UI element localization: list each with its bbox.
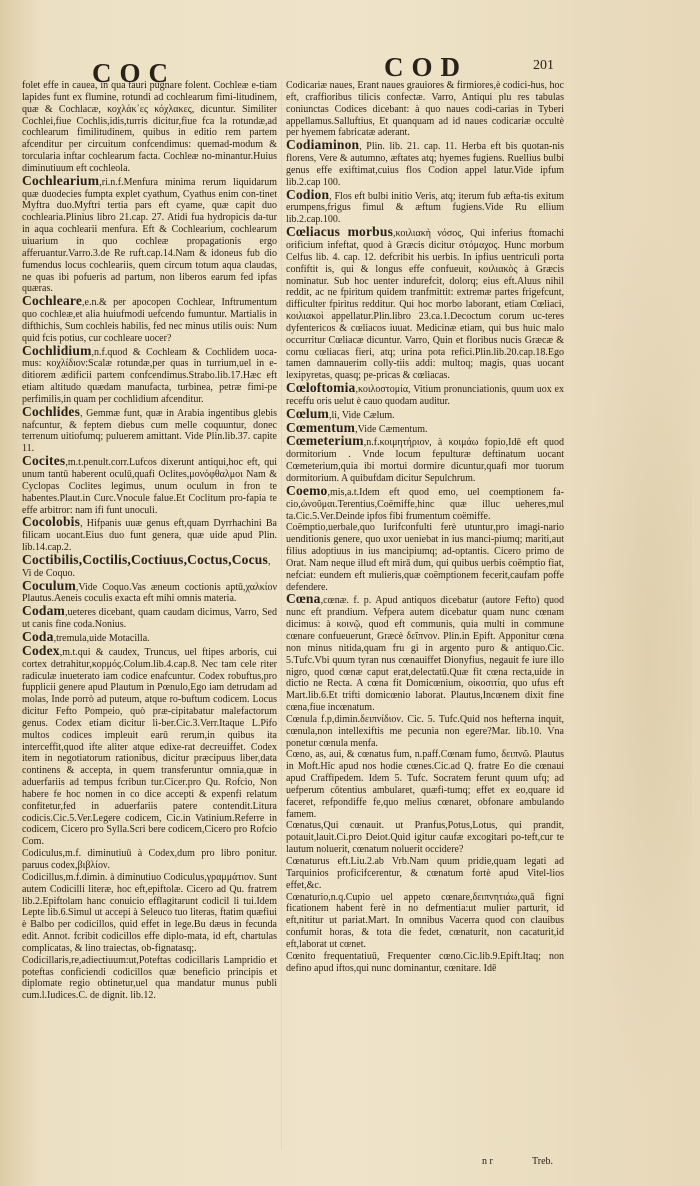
entry-headword: Codion <box>286 186 330 202</box>
entry-headword: Cochlides <box>22 403 81 419</box>
entry-text: , Vi de Coquo. <box>22 555 271 579</box>
dictionary-entry <box>22 848 277 872</box>
entry-text: folet effe in cauea, in qua tauri pugnare folent. Cochleæ e-tiam lapides funt ex flumine, rotundi ad cochlearum fimi-litudinem, quæ & Cochlacæ, κοχλάκ᾽ες κόχλακες, dicuntur. Similiter Cochlei,fiue Cochlis,idis,turris dicitur,fiue fca la rotundæ,ad cochlearum fimilitudinem, quibus in editio rem partem afcenditur per circuitum confcendimus: quemad-modum & torcularia inftar cochlearum facta. Cochleæ no-minantur.Huius diminutiuum eft cochleola. <box>22 80 277 174</box>
entry-text: ,Vide Coquo.Vas æneum coctionis aptū,χαλκίον Plautus.Aeneis coculis exacta eft mihi omnis materia. <box>22 581 277 605</box>
entry-headword: Cochlearium <box>22 172 100 188</box>
column-gutter <box>281 80 282 1150</box>
entry-headword: Coda <box>22 628 54 644</box>
catchword: Treb. <box>532 1156 554 1167</box>
guideword-right: COD <box>384 52 468 82</box>
entry-headword: Coemo <box>286 482 328 498</box>
entry-text: ,n.f.quod & Cochleam & Cochlidem uoca-mus: κοχλίδιον:Scalæ rotundæ,per quas in turrium,uel in e-ditiorem ædificii partem confcendimus.Strabo.lib.17.Hæc eft etiam altitudo quædam manufacta, turbinea, petræ fimi-pe perfimilis,in quam per cochlidium afcenditur. <box>22 346 277 405</box>
dictionary-entry <box>286 892 564 951</box>
entry-text: ,κοιλοστομία, Vitium pronunciationis, quum uox ex receffu oris uelut è cauo quodam auditur. <box>286 384 564 407</box>
entry-text: ,m.t.penult.corr.Lufcos dixerunt antiqui,hoc eft, qui unum tantū haberent oculū,quafi Oclites,μονόφθαλμοι Nam & Cyclopas Coclites legimus, unum oculum in fron te habentes.Plaut.in Curc.Vnocule falue.Et Coclitum pro-fapia te effe arbitror: nam ifi funt unoculi. <box>22 457 277 516</box>
entry-text: Codicariæ naues, Erant naues grauiores & firmiores,è codici-hus, hoc eft, craffioribus tilicis confectæ. Varro, Antiqui plu res tabulas coniunctas Codices dicebant: à quo naues codi-carias in Tyberi appellamus.Salluftius, Et quanquam ad id naues codicariæ occultè per hyemem fabricatæ aderant. <box>286 80 564 139</box>
entry-headword: Codam <box>22 603 66 619</box>
dictionary-entry <box>286 186 564 227</box>
dictionary-entry <box>286 593 564 713</box>
entry-headword: Cœna <box>286 591 321 607</box>
entry-text: ,ri.n.f.Menfura minima rerum liquidarum quæ duodecies fumpta explet cyathum, Cyathus enim con-tinet Myftra duo.Myftri tertia pars eft cyame, quæ capit duo cochlearia.Plinius libro 21.cap. 27. Atidi fua hydropicis da-tur in aqua cochlearii menfura. Eft & Cochlearium, cochlearum uiuarium in quo cochleæ propagationis ergo afferuantur.Varro.3.de Re ruft.cap.14.Nam & idoneus fub dio fumendus locus cochleariis, quem circum totum aqua claudas, ne quas ibi pofueris ad partum, non liberos earum fed ipfas quæras. <box>22 176 277 295</box>
dictionary-entry <box>22 172 277 295</box>
entry-headword: Cocites <box>22 453 66 469</box>
entry-text: Cœnula f.p,dimin.δειπνίδιον. Cic. 5. Tufc.Quid nos hefterna inquit, cœnula,non intellexiftis me pecunia non egere?Mar. lib.10. Vna ponetur cœnula menfa. <box>286 713 564 749</box>
entry-text: Cœnatus,Qui cœnauit. ut Pranfus,Potus,Lotus, qui prandit, potauit,lauit.Ci.pro Deiot.Quid igitur caufæ excogitari po-teft,cur te lautum noluerit, cœnatum noluerit occidere? <box>286 820 564 856</box>
entry-headword: Cœloftomia <box>286 380 356 396</box>
dictionary-entry <box>286 522 564 593</box>
dictionary-entry <box>286 856 564 892</box>
dictionary-entry <box>22 551 277 580</box>
entry-headword: Cœmeterium <box>286 433 364 449</box>
entry-headword: Coculum <box>22 577 76 593</box>
dictionary-entry <box>22 80 277 175</box>
entry-text: , Flos eft bulbi initio Veris, atq; iterum fub æfta-tis exitum erumpens,frigus fimul & æftum fugiens.Vide Ru ellium lib.2.cap.100. <box>286 190 564 226</box>
entry-text: , Hifpanis uuæ genus eft,quam Dyrrhachini Ba filicam uocant.Eius duo funt genera, quæ uide apud Plin. lib.14.cap.2. <box>22 518 277 554</box>
dictionary-entry <box>22 628 277 645</box>
dictionary-entry <box>286 951 564 975</box>
page-stain <box>582 210 692 1110</box>
page-number: 201 <box>533 58 554 73</box>
dictionary-entry <box>286 80 564 139</box>
entry-text: ,m.t.qui & caudex, Truncus, uel ftipes arboris, cui cortex detrahitur,κορμός.Colum.lib.4.cap.8. Nec tam cele riter radiculæ inueterato iam codice enafcuntur. Codex robuftus,pro fupplicii genere apud Plautum in Pœnulo,Ego iam detrudam ad molas, Inde porrò ad puteum, atque ro-buftum codicem. Locus dicitur Fefto Pompeio, quò præ-cipitabatur malefactorum genus. Codex etiam dicitur li-ber.Cic.3.Verr.Itaque L.Pifo multos codices impleuit earū rerum,in quibus ita interceffit,quod ifte aliter atque edixe-rat decreuiffet. Codex item in negotiatorum rationibus, dicitur præcipuus liber,data continens & accepta, in quem transferuntur omnia,quæ in aduerfariis ad tempus fcribun tur.Cicer.pro Qu. Rofcio, Non habere fe hoc nomen in co dice accepti & expenfi relatum confitetur,fed in aduerfariis patere contendit.Litura codicis.Cic.5.Ver.Legere codicem, Cic.in Vatinium.Referre in codicem, Cicero pro Sylla.Scri bere codicem,Cicero pro Rofcio Com. <box>22 646 277 848</box>
dictionary-entry <box>22 342 277 406</box>
entry-text: ,κοιλιακὴ νόσος, Qui inferius ftomachi orificium infeftat, quod à Græcis dicitur στόμαχος. Hunc morbum Celfus lib. 4. cap. 12. defcribit his uerbis. In ipfius uentriculi porta confiftit is, qui & longus effe confueuit, κοιλιακὸς à Græcis nominatur. Sub hoc uenter indurefcit, dolorq; eius eft.Aluus nihil reddit, ac ne fpiritum quidem tranfmittit: extremæ partes frigefcunt, difficulter fpiritus redditur. Qui hoc morbo laborant, etiam Cœliaci, κοιλιακοὶ appellatur.Plin.libro 23.ca.1.Decoctum corum uc-teres dyfentericos & cœliacos iuuat. Medicinæ etiam, qui bus huic malo occurritur Cœliacæ dicuntur. Varro, Quin et floribus nucis Græcæ & cornu cœliacas fieri, atq; urina pota refici.Plin.lib.20.cap.18.Ego tamen damnauerim colly-tiis addi: multoq; magis, quas uocant lexipyretas, quasq; pe-pricas & cœliacas. <box>286 228 564 382</box>
entry-text: Cœnito frequentatiuū, Frequenter cœno.Cic.lib.9.Epift.Itaq; non defino apud iftos,qui nunc dominantur, cœnitare. Idē <box>286 950 564 974</box>
entry-headword: Cocolobis <box>22 514 81 530</box>
signature-mark: n r <box>482 1156 493 1167</box>
entry-headword: Cochlidium <box>22 342 92 358</box>
dictionary-entry <box>22 516 277 554</box>
entry-text: Coëmptio,uerbale,quo Iurifconfulti ferè utuntur,pro imagi-nario uenditionis genere, quo uxor ueniebat in ius manci-piumq; mariti,aut filius adoptiuus in ius mancipiumq; ad-optantis. Cicero primo de Orat. Nam neque illud eft mirā dum, qui quibus uerbis coëmptio fiat, nefciat: eundem eft mulieris,quæ coëmptionem fecerit,caufam poffe defendere. <box>286 522 564 593</box>
entry-text: ,Vide Cæmentum. <box>355 423 428 435</box>
dictionary-entry <box>22 295 277 344</box>
guideword-left: COC <box>92 58 176 88</box>
entry-text: ,mis,a.t.Idem eft quod emo, uel coemptionem fa-cio,ὠνοῦμαι.Terentius,Coëmiffe,hinc quæ illuc ueheres,mul ta.Cic.5.Ver.Deinde ipfos fibi frumentum coëmiffe. <box>286 486 564 522</box>
entry-headword: Cœlum <box>286 405 330 421</box>
entry-text: Cœnaturus eft.Liu.2.ab Vrb.Nam quum pridie,quam legati ad Tarquinios proficifcerentur, & cœnatum fortè apud Vitel-lios effet,&c. <box>286 856 564 891</box>
entry-text: ,e.n.& per apocopen Cochlear, Inftrumentum quo cochleæ,et alia huiufmodi uefcendo fumuntur. Martialis in difthichis, Sum cochleis habilis, fed nec minus utilis ouis: Num quid fcis potius, cur cochleare uocer? <box>22 297 277 344</box>
dictionary-entry <box>286 749 564 820</box>
entry-text: Cœno, as, aui, & cœnatus fum, n.paff.Cœnam fumo, δειπνῶ. Plautus in Moft.Hîc apud nos hodie cœnes.Cic.ad Q. fratre Eo die cœnaui apud Craffipedem. Idem 5. Tufc. Socratem ferunt quum ufq; ad uefperum cōtentius ambularet, quæfi-tumq; effet ex eo,quare id faceret, refpondiffe fe,quo melius cœnaret, obfonare ambulando famem. <box>286 749 564 820</box>
dictionary-entry <box>286 139 564 188</box>
dictionary-entry <box>22 455 277 516</box>
entry-text: Codicillaris,re,adiectiuum:ut,Poteftas codicillaris Lampridio et poteftas conficiendi codicillos quæ beneficio principis et diplomate regio obtinetur,uel qua mandatur munus publi cum.l.Iudices.C. de dignit. lib.12. <box>22 954 277 1002</box>
entry-text: ,n.f.κοιμητήριον, à κοιμάω fopio,Idē eft quod dormitorium . Vnde locum fepulturæ deftinatum uocant Cœmeterium,quia ibi mortui dormire dicuntur,quafi mor tuorum dormitorium. A quibufdam dicitur Sepulchrum. <box>286 437 564 484</box>
dictionary-entry <box>286 714 564 750</box>
entry-headword: Codex <box>22 642 60 658</box>
dictionary-entry <box>22 872 277 955</box>
entry-headword: Cochleare <box>22 293 83 309</box>
entry-text: ,ueteres dicebant, quam caudam dicimus, Varro, Sed ut canis fine coda.Nonius. <box>22 607 277 631</box>
entry-headword: Coctibilis,Coctilis,Coctiuus,Coctus,Cocus <box>22 551 268 567</box>
right-column <box>286 80 564 1166</box>
entry-text: , Plin. lib. 21. cap. 11. Herba eft bis quotan-nis florens, Vere & autumno, æftates atq; hyemes fugiens. Ruellius bulbi genus effe exiftimat,cuius flos Codion appel latur.Vide ipfum lib.2.cap 100. <box>286 141 564 188</box>
entry-headword: Cœliacus morbus <box>286 224 394 240</box>
dictionary-entry <box>22 955 277 1002</box>
dictionary-entry <box>286 382 564 408</box>
dictionary-entry <box>286 435 564 484</box>
entry-headword: Cœmentum <box>286 419 356 435</box>
entry-text: Cœnaturio,n.q.Cupio uel appeto cœnare,δειπνητιάω,quā figni ficationem habent ferè in no defmentia:ut mulier parturit, id eft,nititur ut pariat.Mart. In omnibus Vacerra quod con clauibus confumit horas, & tota die fedet, cœnaturit, non cacaturit,id eft,laborat ut cœnet. <box>286 891 564 950</box>
entry-text: ,li, Vide Cælum. <box>329 409 395 421</box>
entry-headword: Codiaminon <box>286 137 360 153</box>
entry-text: ,tremula,uide Motacilla. <box>53 632 150 644</box>
entry-text: , Gemmæ funt, quæ in Arabia ingentibus glebis nafcuntur, & feptem diebus cum melle coquuntur, donec terrenum uitiofumq; puluerem amittant. Vide Plin.lib.37. capite 11. <box>22 407 277 455</box>
dictionary-entry <box>286 226 564 382</box>
dictionary-entry <box>22 403 277 455</box>
dictionary-entry <box>22 642 277 848</box>
entry-text: Codicillus,m.f.dimin. à diminutiuo Codiculus,γραμμάτιον. Sunt autem Codicilli literæ, hoc eft,epiftolæ. Cicero ad Qu. fratrem lib.2.Epiftolam hanc conuicio efflagitarunt codicil li tui.Idem Lepte lib.6.Simul ut accepi à Seleuco tuo literas, ftatim quæfiui è Balbo per codicillos, quid effet in lege.Bu dæus in fecunda edit. Annot. fcribit codicillos effe diplo-mata, id eft, chartulas complicatas, & lino traiectas, ob-fignatasq;. <box>22 871 277 954</box>
dictionary-entry <box>22 605 277 631</box>
dictionary-entry <box>286 482 564 523</box>
entry-text: ,cœnæ. f. p. Apud antiquos dicebatur (autore Fefto) quod nunc eft prandium. Vefpera autem dicebatur quam nunc cœnam dicimus: à κοινῷ, quod eft communis, quia multi in commune cœnare confueuerunt, Græcè δεῖπνον. Plin.in Epift. Apponitur cœna non minus nitida,quam fru gi in argento puro & antiquo.Cic. 5.Tufc.Vbi quum tyran nus cœnauiffet Dionyfius, negauit fe iure illo nigro, quod cœnæ caput erat,delectatū.Quæ fit cœna recta,uide in dictio ne Recta. A cœna fit Domicœnium, οἰκοσιτία, quo ufus eft Mart.lib.6.Et trifti domicœnio laborat. Plautus,Incœnem dixit fine cœna,fiue incœnatum. <box>286 595 564 714</box>
left-column <box>22 80 277 1166</box>
dictionary-entry <box>22 577 277 606</box>
entry-text: Codiculus,m.f. diminutiuū à Codex,dum pro libro ponitur. paruus codex,βιβλίον. <box>22 848 277 871</box>
dictionary-entry <box>286 820 564 856</box>
